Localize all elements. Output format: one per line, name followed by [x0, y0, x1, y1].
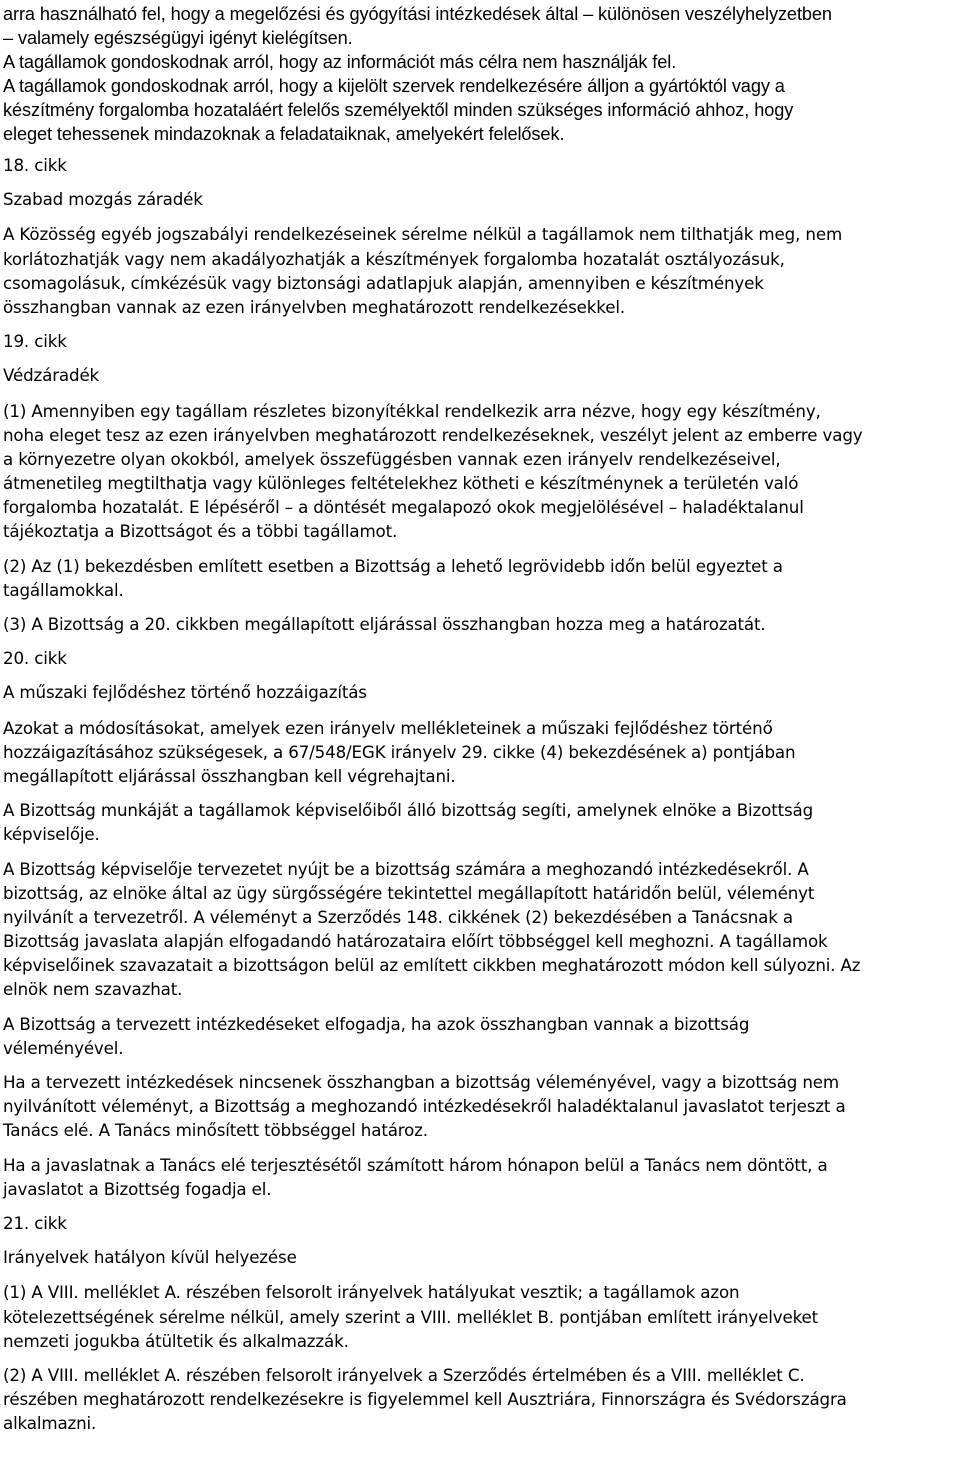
text-line: A tagállamok gondoskodnak arról, hogy az információt más célra nem használják fel.	[3, 52, 677, 72]
text-line: Ha a tervezett intézkedések nincsenek összhangban a bizottság véleményével, vagy a bizottság nem	[3, 1072, 840, 1092]
text-line: bizottság, az elnöke által az ügy sürgősségére tekintettel megállapított határidőn belül, véleményt	[3, 882, 815, 903]
document-page	[3, 0, 955, 1435]
text-line: tájékoztatja a Bizottságot és a többi tagállamot.	[3, 521, 398, 542]
article-20	[3, 646, 955, 1211]
article-number: 18. cikk	[3, 155, 67, 175]
text-line: korlátozhatják vagy nem akadályozhatják a készítmények forgalomba hozatalát osztályozásuk,	[3, 248, 785, 269]
text-line: A Bizottság munkáját a tagállamok képviselőiből álló bizottság segíti, amelynek elnöke a Bizottság	[3, 800, 814, 821]
text-line: A Bizottság képviselője tervezetet nyújt be a bizottság számára a meghozandó intézkedésekről. A	[3, 858, 809, 879]
text-line: (1) A VIII. melléklet A. részében felsorolt irányelvek hatályukat vesztik; a tagállamok azon	[3, 1282, 740, 1303]
article-title: Védzáradék	[3, 365, 100, 386]
text-line: javaslatot a Bizottség fogadja el.	[3, 1178, 272, 1199]
text-line: (2) Az (1) bekezdésben említett esetben a Bizottság a lehető legrövidebb időn belül egyeztet a	[3, 555, 783, 576]
text-line: nyilvánított véleményt, a Bizottság a meghozandó intézkedésekről haladéktalanul javaslatot terjeszt a	[3, 1096, 846, 1117]
text-line: készítmény forgalomba hozataláért felelős személyektől minden szükséges információ ahhoz, hogy	[3, 100, 794, 120]
text-line: A tagállamok gondoskodnak arról, hogy a kijelölt szervek rendelkezésére álljon a gyártóktól vagy a	[3, 76, 785, 96]
article-title: A műszaki fejlődéshez történő hozzáigazítás	[3, 682, 367, 703]
text-line: forgalomba hozatalát. E lépéséről – a döntését megalapozó okok megjelölésével – haladéktalanul	[3, 497, 804, 518]
text-line: Tanács elé. A Tanács minősített többséggel határoz.	[3, 1120, 428, 1141]
text-line: (1) Amennyiben egy tagállam részletes bizonyítékkal rendelkezik arra nézve, hogy egy készítmény,	[3, 400, 821, 421]
text-line: hozzáigazításához szükségesek, a 67/548/EGK irányelv 29. cikke (4) bekezdésének a) pontjában	[3, 741, 796, 762]
text-line: csomagolásuk, címkézésük vagy biztonsági adatlapjuk alapján, amennyiben e készítmények	[3, 272, 764, 293]
text-line: eleget tehessenek mindazoknak a feladataiknak, amelyekért felelősek.	[3, 124, 565, 144]
text-line: képviselője.	[3, 824, 100, 845]
text-line: nyilvánít a tervezetről. A véleményt a Szerződés 148. cikkének (2) bekezdésében a Tanácsnak a	[3, 906, 793, 927]
article-number: 20. cikk	[3, 648, 67, 669]
text-line: átmenetileg megtilthatja vagy különleges feltételekhez kötheti e készítménynek a területén való	[3, 473, 799, 494]
text-line: tagállamokkal.	[3, 579, 124, 600]
text-line: véleményével.	[3, 1037, 124, 1058]
text-line: elnök nem szavazhat.	[3, 979, 183, 1000]
article-title: Szabad mozgás záradék	[3, 189, 203, 210]
article-title: Irányelvek hatályon kívül helyezése	[3, 1247, 297, 1268]
text-line: megállapított eljárással összhangban kell végrehajtani.	[3, 765, 456, 786]
text-line: Bizottság javaslata alapján elfogadandó határozataira előírt többséggel kell meghozni. A tagállamok	[3, 931, 828, 952]
text-line: – valamely egészségügyi igényt kielégítsen.	[3, 28, 353, 48]
text-line: nemzeti jogukba átültetik és alkalmazzák.	[3, 1330, 349, 1351]
intro-paragraphs	[3, 0, 955, 146]
text-line: Azokat a módosításokat, amelyek ezen irányelv mellékleteinek a műszaki fejlődéshez történő	[3, 717, 773, 738]
text-line: (2) A VIII. melléklet A. részében felsorolt irányelvek a Szerződés értelmében és a VIII. melléklet C.	[3, 1364, 805, 1385]
text-line: a környezetre olyan okokból, amelyek összefüggésben vannak ezen irányelv rendelkezéseivel,	[3, 448, 781, 469]
article-number: 19. cikk	[3, 331, 67, 352]
text-line: összhangban vannak az ezen irányelvben meghatározott rendelkezésekkel.	[3, 296, 625, 317]
text-line: (3) A Bizottság a 20. cikkben megállapított eljárással összhangban hozza meg a határozatát.	[3, 614, 766, 634]
text-line: kötelezettségének sérelme nélkül, amely szerint a VIII. melléklet B. pontjában említett irányelveket	[3, 1306, 819, 1327]
text-line: Ha a javaslatnak a Tanács elé terjesztésétől számított három hónapon belül a Tanács nem döntött, a	[3, 1154, 828, 1175]
text-line: arra használható fel, hogy a megelőzési és gyógyítási intézkedések által – különösen veszélyhelyzetben	[3, 4, 832, 24]
text-line: noha eleget tesz az ezen irányelvben meghatározott rendelkezéseknek, veszélyt jelent az emberre vagy	[3, 424, 863, 445]
article-21	[3, 1211, 955, 1436]
text-line: A Közösség egyéb jogszabályi rendelkezéseinek sérelme nélkül a tagállamok nem tilthatják meg, nem	[3, 224, 843, 245]
article-18	[3, 153, 955, 329]
text-line: A Bizottság a tervezett intézkedéseket elfogadja, ha azok összhangban vannak a bizottság	[3, 1013, 750, 1034]
article-number: 21. cikk	[3, 1212, 67, 1233]
text-line: alkalmazni.	[3, 1413, 97, 1434]
text-line: részében meghatározott rendelkezésekre is figyelemmel kell Ausztriára, Finnországra és Svédországra	[3, 1389, 847, 1410]
article-19	[3, 329, 955, 646]
text-line: képviselőinek szavazatait a bizottságon belül az említett cikkben meghatározott módon kell súlyozni. Az	[3, 955, 861, 976]
